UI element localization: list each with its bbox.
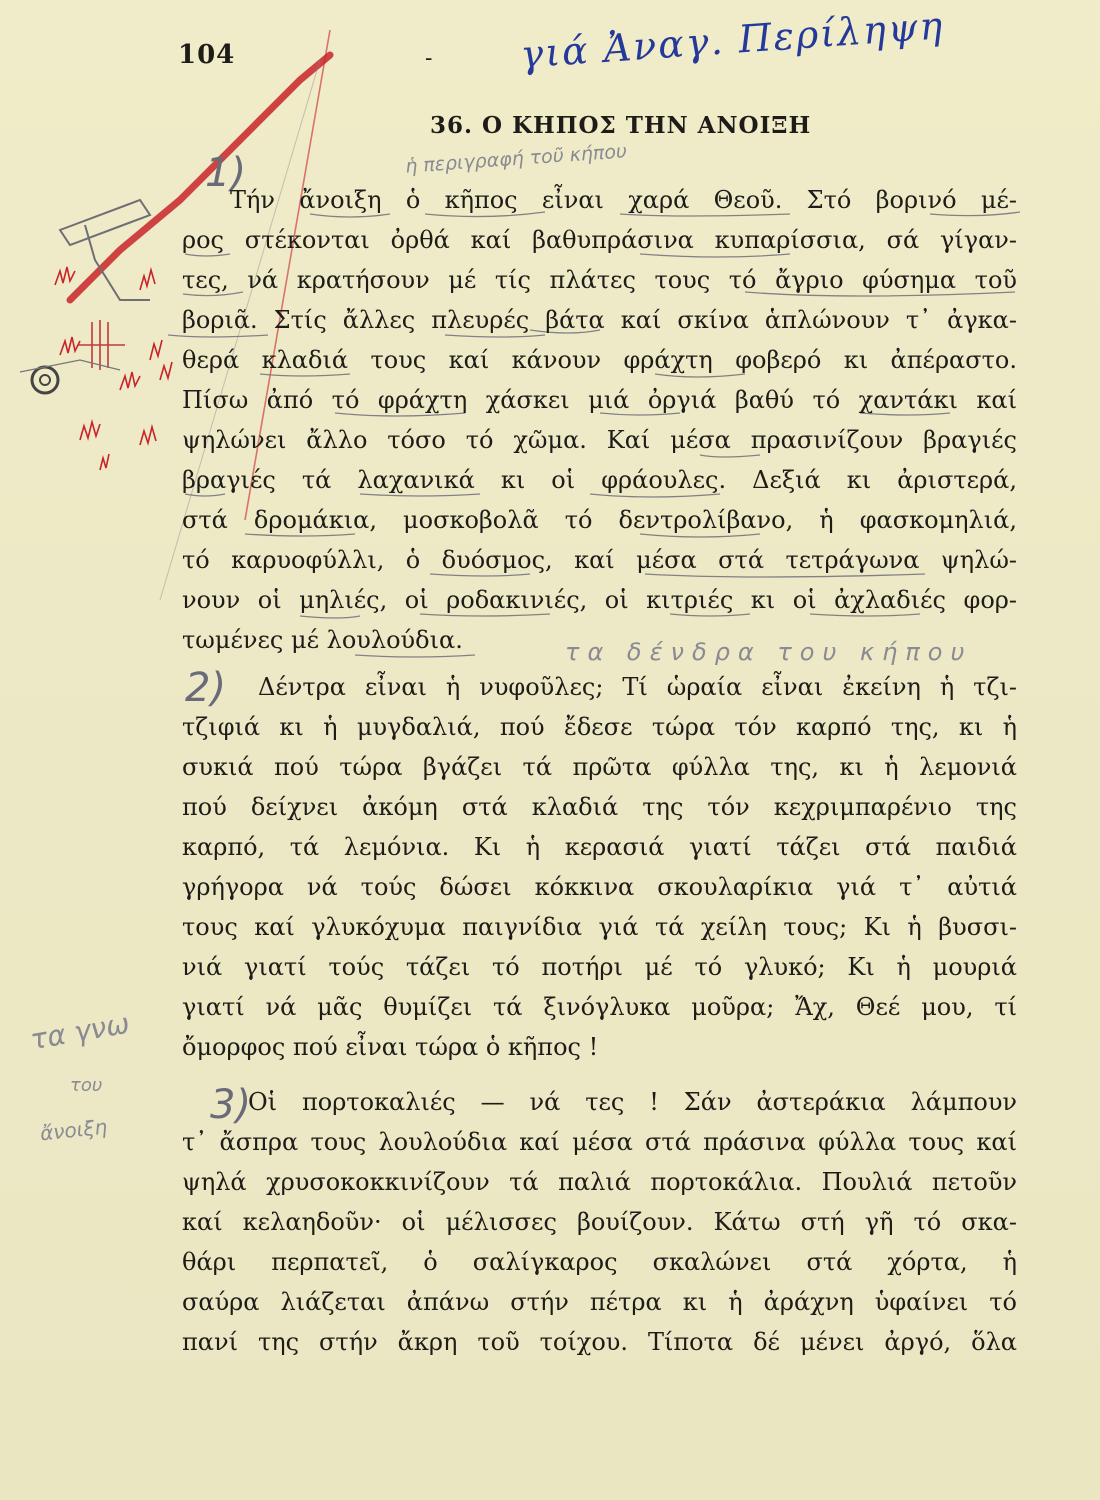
text-line: καρπό, τά λεμόνια. Κι ἡ κερασιά γιατί τάζει στά παιδιά — [182, 833, 1017, 861]
text-line: θάρι περπατεῖ, ὁ σαλίγκαρος σκαλώνει στά χόρτα, ἡ — [182, 1248, 1017, 1276]
text-line: πανί της στήν ἄκρη τοῦ τοίχου. Τίποτα δέ μένει ἀργό, ὅλα — [182, 1328, 1017, 1356]
text-line: Οἱ πορτοκαλιές — νά τες ! Σάν ἀστεράκια λάμπουν — [248, 1088, 1017, 1116]
red-cross-sketch — [78, 320, 125, 370]
paragraph-mark-3: 3) — [210, 1082, 252, 1128]
text-line: ρος στέκονται ὀρθά καί βαθυπράσινα κυπαρίσσια, σά γίγαν- — [182, 226, 1017, 254]
paragraph-mark-2: 2) — [185, 665, 227, 711]
pencil-left-margin-note-2: του — [70, 1075, 103, 1096]
text-line: θερά κλαδιά τους καί κάνουν φράχτη φοβερό κι ἀπέραστο. — [182, 346, 1017, 374]
red-grass-tufts — [55, 267, 172, 470]
text-line: ψηλά χρυσοκοκκινίζουν τά παλιά πορτοκάλια. Πουλιά πετοῦν — [182, 1168, 1017, 1196]
text-line: συκιά πού τώρα βγάζει τά πρῶτα φύλλα της, κι ἡ λεμονιά — [182, 753, 1017, 781]
text-line: Τήν ἄνοιξη ὁ κῆπος εἶναι χαρά Θεοῦ. Στό βορινό μέ- — [230, 186, 1017, 214]
text-line: νουν οἱ μηλιές, οἱ ροδακινιές, οἱ κιτριές κι οἱ ἀχλαδιές φορ- — [182, 586, 1017, 614]
pencil-left-margin-note-1: τα γνω — [27, 1006, 132, 1057]
text-line: ψηλώνει ἄλλο τόσο τό χῶμα. Καί μέσα πρασινίζουν βραγιές — [182, 426, 1017, 454]
text-line: Δέντρα εἶναι ἡ νυφοῦλες; Τί ὡραία εἶναι ἐκείνη ἡ τζι- — [258, 673, 1017, 701]
pencil-wheel-sketch — [32, 367, 58, 393]
text-line: στά δρομάκια, μοσκοβολᾶ τό δεντρολίβανο, ἡ φασκομηλιά, — [182, 506, 1017, 534]
text-line: νιά γιατί τούς τάζει τό ποτήρι μέ τό γλυκό; Κι ἡ μουριά — [182, 953, 1017, 981]
handwritten-header-note: γιά Ἀναγ. Περίληψη — [518, 3, 946, 77]
text-line: καί κελαηδοῦν· οἱ μέλισσες βουίζουν. Κάτω στή γῆ τό σκα- — [182, 1208, 1017, 1236]
text-line: ὄμορφος πού εἶναι τώρα ὁ κῆπος ! — [182, 1033, 599, 1061]
pencil-left-margin-note-3: ἄνοιξη — [38, 1114, 109, 1146]
pencil-note-after-paragraph-one: τα δένδρα του κήπου — [565, 638, 973, 666]
header-dash: - — [425, 46, 433, 71]
text-line: Πίσω ἀπό τό φράχτη χάσκει μιά ὀργιά βαθύ τό χαντάκι καί — [182, 386, 1017, 414]
pencil-note-above-first-line: ἡ περιγραφή τοῦ κήπου — [404, 140, 628, 178]
text-line: τους καί γλυκόχυμα παιγνίδια γιά τά χείλη τους; Κι ἡ βυσσι- — [182, 913, 1017, 941]
text-line: τό καρυοφύλλι, ὁ δυόσμος, καί μέσα στά τετράγωνα ψηλώ- — [182, 546, 1017, 574]
page-number: 104 — [178, 40, 236, 70]
pencil-rifle-sketch — [60, 200, 150, 300]
text-line: πού δείχνει ἀκόμη στά κλαδιά της τόν κεχριμπαρένιο της — [182, 793, 1017, 821]
text-line: τωμένες μέ λουλούδια. — [182, 626, 463, 654]
text-line: γιατί νά μᾶς θυμίζει τά ξινόγλυκα μοῦρα; Ἄχ, Θεέ μου, τί — [182, 993, 1017, 1021]
text-line: βοριᾶ. Στίς ἄλλες πλευρές βάτα καί σκίνα ἁπλώνουν τ᾽ ἀγκα- — [182, 306, 1017, 334]
text-line: τ᾽ ἄσπρα τους λουλούδια καί μέσα στά πράσινα φύλλα τους καί — [182, 1128, 1017, 1156]
text-line: τες, νά κρατήσουν μέ τίς πλάτες τους τό ἄγριο φύσημα τοῦ — [182, 266, 1017, 294]
text-line: γρήγορα νά τούς δώσει κόκκινα σκουλαρίκια γιά τ᾽ αὐτιά — [182, 873, 1017, 901]
text-line: βραγιές τά λαχανικά κι οἱ φράουλες. Δεξιά κι ἀριστερά, — [182, 466, 1017, 494]
text-line: σαύρα λιάζεται ἀπάνω στήν πέτρα κι ἡ ἀράχνη ὑφαίνει τό — [182, 1288, 1017, 1316]
chapter-title: 36. Ο ΚΗΠΟΣ ΤΗΝ ΑΝΟΙΞΗ — [430, 112, 812, 139]
paragraph-mark-1: 1) — [205, 150, 247, 196]
text-line: τζιφιά κι ἡ μυγδαλιά, πού ἔδεσε τώρα τόν καρπό της, κι ἡ — [182, 713, 1017, 741]
